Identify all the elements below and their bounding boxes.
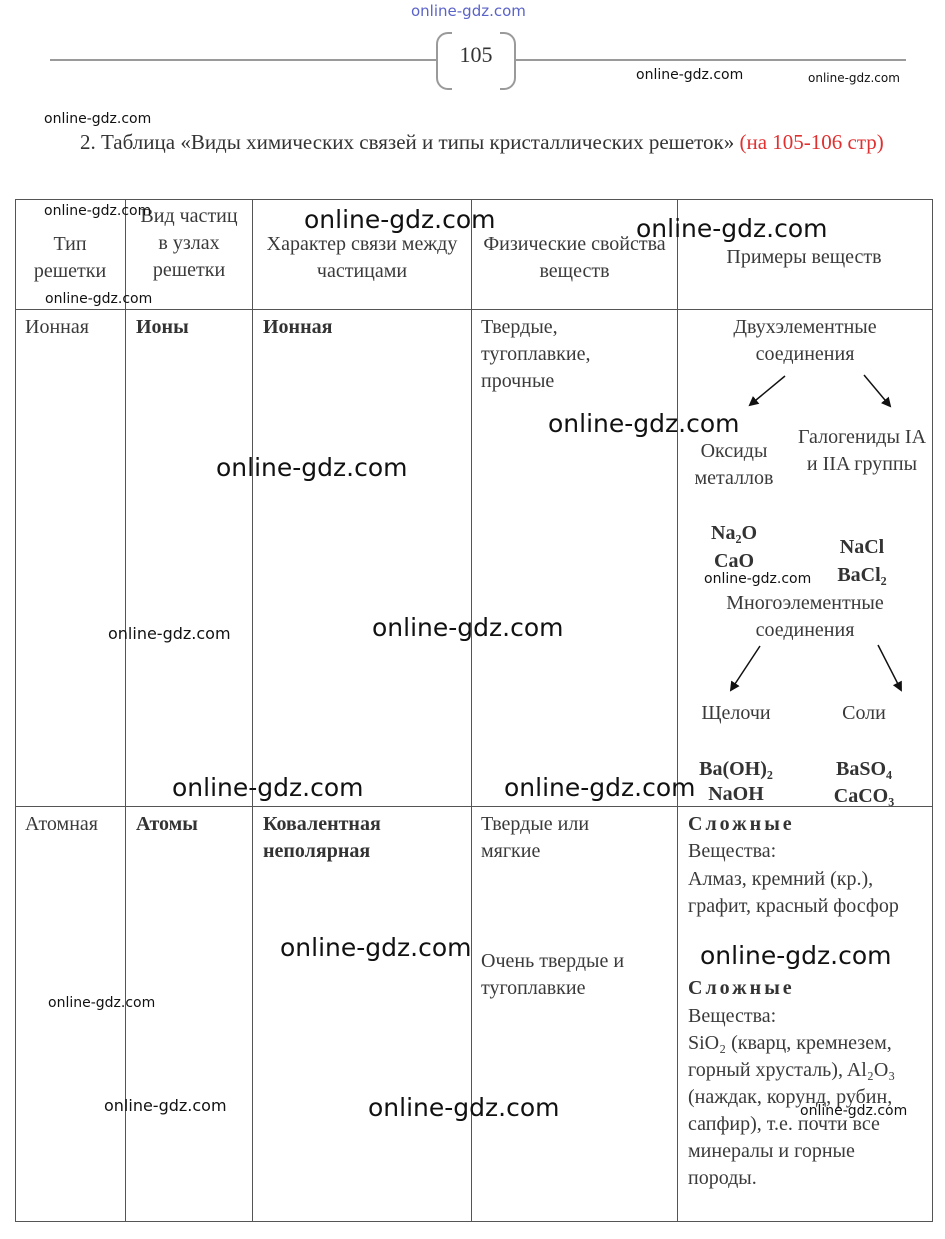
header-examples: Примеры веществ bbox=[726, 246, 882, 268]
watermark: online-gdz.com bbox=[548, 409, 740, 438]
watermark: online-gdz.com bbox=[372, 613, 564, 642]
atomic-examples-1: Алмаз, кремний (кр.), графит, красный фосфор bbox=[688, 868, 899, 917]
watermark: online-gdz.com bbox=[280, 933, 472, 962]
alkalis-label: Щелочи bbox=[701, 702, 771, 724]
header-physical-properties: Физические свойства веществ bbox=[483, 233, 666, 282]
atomic-properties-2: Очень твердые и тугоплавкие bbox=[481, 950, 625, 999]
alkali-naoh: NaOH bbox=[708, 783, 764, 805]
watermark: online-gdz.com bbox=[45, 291, 153, 307]
two-element-compounds: Двухэлементные соединения bbox=[733, 316, 877, 365]
arrow-to-halides bbox=[864, 375, 890, 406]
arrow-to-salts bbox=[878, 645, 901, 690]
ionic-type: Ионная bbox=[25, 316, 89, 338]
watermark: online-gdz.com bbox=[800, 1103, 908, 1119]
watermark: online-gdz.com bbox=[504, 773, 696, 802]
oxides-label: Оксиды металлов bbox=[694, 440, 774, 489]
atomic-particles: Атомы bbox=[136, 813, 198, 835]
watermark: online-gdz.com bbox=[808, 71, 900, 85]
salts-label: Соли bbox=[842, 702, 886, 724]
complex-label-2: Сложные bbox=[688, 977, 795, 999]
watermark: online-gdz.com bbox=[108, 624, 231, 643]
header-lattice-type: Тип решетки bbox=[33, 233, 107, 282]
watermark: online-gdz.com bbox=[368, 1093, 560, 1122]
top-watermark: online-gdz.com bbox=[411, 2, 526, 20]
atomic-bond: Ковалентная неполярная bbox=[263, 813, 381, 862]
watermark: online-gdz.com bbox=[48, 995, 156, 1011]
watermark: online-gdz.com bbox=[704, 571, 812, 587]
oxide-na2o: Na₂O bbox=[711, 522, 757, 544]
watermark: online-gdz.com bbox=[44, 203, 152, 219]
atomic-properties-1: Твердые или мягкие bbox=[481, 813, 590, 862]
halides-label: Галогениды IA и IIA группы bbox=[797, 426, 927, 475]
header-bond-character: Характер связи между частицами bbox=[266, 233, 458, 282]
ionic-properties: Твердые, тугоплавкие, прочные bbox=[481, 316, 591, 392]
watermark: online-gdz.com bbox=[172, 773, 364, 802]
watermark: online-gdz.com bbox=[700, 941, 892, 970]
substances-label-2: Вещества: bbox=[688, 1005, 777, 1027]
atomic-examples-2: SiO₂ (кварц, кремнезем, горный хрусталь), Al₂O₃ (наждак, корунд, рубин, сапфир), т.е. почти все минералы и горные породы. bbox=[688, 1032, 896, 1189]
watermark: online-gdz.com bbox=[304, 205, 496, 234]
header-particles: Вид частиц в узлах решетки bbox=[140, 205, 238, 281]
watermark: online-gdz.com bbox=[636, 214, 828, 243]
ionic-particles: Ионы bbox=[136, 316, 189, 338]
atomic-type: Атомная bbox=[25, 813, 98, 835]
watermark: online-gdz.com bbox=[44, 111, 152, 127]
complex-label-1: Сложные bbox=[688, 813, 795, 835]
salt-baso4: BaSO₄ bbox=[835, 758, 892, 780]
watermark: online-gdz.com bbox=[104, 1096, 227, 1115]
salt-caco3: CaCO₃ bbox=[833, 785, 895, 807]
watermark: online-gdz.com bbox=[216, 453, 408, 482]
halide-bacl2: BaCl₂ bbox=[837, 564, 887, 586]
substances-label-1: Вещества: bbox=[688, 840, 777, 862]
oxide-cao: CaO bbox=[714, 550, 754, 572]
title-pages: (на 105-106 стр) bbox=[739, 130, 884, 154]
ionic-bond: Ионная bbox=[263, 316, 333, 338]
title-text: 2. Таблица «Виды химических связей и типы кристаллических решеток» bbox=[80, 130, 735, 154]
page-number: 105 bbox=[459, 42, 493, 67]
multi-element-compounds: Многоэлементные соединения bbox=[726, 592, 884, 641]
alkali-baoh2: Ba(OH)₂ bbox=[699, 758, 773, 780]
halide-nacl: NaCl bbox=[839, 536, 885, 558]
arrow-to-oxides bbox=[750, 376, 785, 405]
arrow-to-alkalis bbox=[731, 646, 760, 690]
watermark: online-gdz.com bbox=[636, 67, 744, 83]
